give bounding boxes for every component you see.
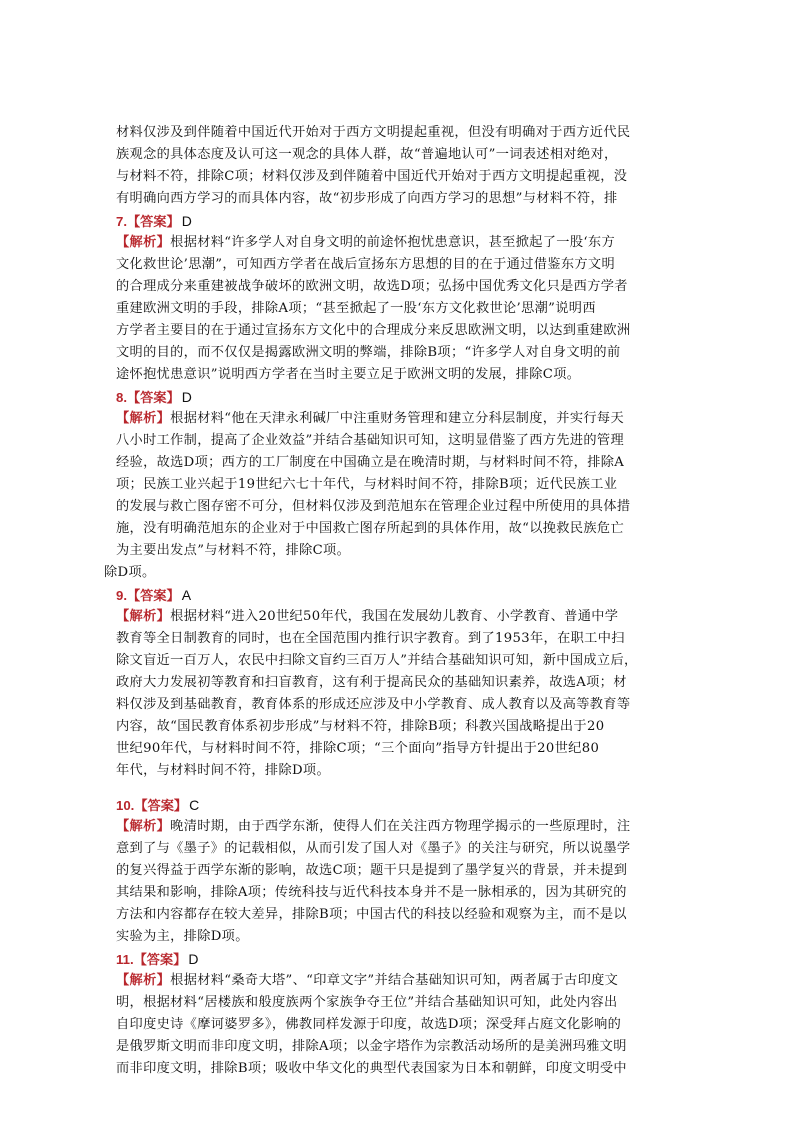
question-number: 10.: [116, 798, 135, 813]
answer-tag: 【答案】: [127, 215, 180, 230]
answer-tag: 【答案】: [133, 953, 187, 968]
text-line: 根据材料“桑奇大塔”、“印章文字”并结合基础知识可知，两者属于古印度文: [170, 973, 619, 988]
trailing-fragment: [104, 562, 672, 584]
text-line: 有明确向西方学习的而具体内容，故“初步形成了向西方学习的思想”与材料不符，排: [116, 191, 618, 206]
text-line: 政府大力发展初等教育和扫盲教育，这有利于提高民众的基础知识素养，故选A项；材: [116, 675, 627, 690]
intro-paragraph: [116, 122, 684, 210]
text-line: 的发展与救亡图存密不可分，但材料仅涉及到范旭东在管理企业过程中所使用的具体措: [116, 499, 631, 514]
answer-value: C: [189, 797, 200, 813]
analysis-line: [116, 816, 684, 838]
text-line: 其结果和影响，排除A项；传统科技与近代科技本身并不是一脉相承的，因为其研究的: [116, 885, 627, 900]
text-line: 年代，与材料时间不符，排除D项。: [116, 763, 330, 778]
text-line: 料仅涉及到基础教育，教育体系的形成还应涉及中小学教育、成人教育以及高等教育等: [116, 697, 631, 712]
text-line: 是俄罗斯文明而非印度文明，排除A项；以金字塔作为宗教活动场所的是美洲玛雅文明: [116, 1039, 627, 1054]
text-line: 八小时工作制，提高了企业效益”并结合基础知识可知，这明显借鉴了西方先进的管理: [116, 433, 624, 448]
question-8: [116, 386, 684, 562]
question-11: [116, 948, 684, 1080]
text-line: 文化救世论’思潮”，可知西方学者在战后宣扬东方思想的目的在于通过借鉴东方文明: [116, 257, 615, 272]
answer-heading: [116, 210, 684, 232]
text-line: 途怀抱忧患意识”说明西方学者在当时主要立足于欧洲文明的发展，排除C项。: [116, 367, 581, 382]
text-line: 根据材料“进入20世纪50年代，我国在发展幼儿教育、小学教育、普通中学: [170, 609, 619, 624]
analysis-tag: 【解析】: [116, 411, 171, 426]
text-line: 与材料不符，排除C项；材料仅涉及到伴随着中国近代开始对于西方文明提起重视，没: [116, 169, 628, 184]
analysis-line: [116, 408, 684, 430]
text-line: 除文盲近一百万人，农民中扫除文盲约三百万人”并结合基础知识可知，新中国成立后，: [116, 653, 638, 668]
answer-value: D: [188, 951, 199, 967]
answer-heading: [116, 584, 684, 606]
question-10: [116, 794, 684, 948]
text-line: 晚清时期，由于西学东渐，使得人们在关注西方物理学揭示的一些原理时，注: [170, 819, 631, 834]
text-line: 根据材料“许多学人对自身文明的前途怀抱忧患意识，甚至掀起了一股‘东方: [170, 235, 615, 250]
text-line: 的合理成分来重建被战争破坏的欧洲文明，故选D项；弘扬中国优秀文化只是西方学者: [116, 279, 628, 294]
answer-tag: 【答案】: [127, 589, 180, 604]
question-number: 9.: [116, 588, 127, 603]
answer-heading: [116, 794, 684, 816]
text-line: 方学者主要目的在于通过宣扬东方文化中的合理成分来反思欧洲文明，以达到重建欧洲: [116, 323, 631, 338]
analysis-line: [116, 606, 684, 628]
text-line: 族观念的具体态度及认可这一观念的具体人群，故“普遍地认可”一词表述相对绝对，: [116, 147, 618, 162]
text-line: 重建欧洲文明的手段，排除A项；“甚至掀起了一股‘东方文化救世论’思潮”说明西: [116, 301, 596, 316]
answer-tag: 【答案】: [127, 391, 180, 406]
text-line: 教育等全日制教育的同时，也在全国范围内推行识字教育。到了1953年，在职工中扫: [116, 631, 625, 646]
analysis-tag: 【解析】: [116, 609, 171, 624]
analysis-tag: 【解析】: [116, 973, 171, 988]
text-line: 材料仅涉及到伴随着中国近代开始对于西方文明提起重视，但没有明确对于西方近代民: [116, 125, 631, 140]
answer-heading: [116, 386, 684, 408]
text-line: 明，根据材料“居楼族和般度族两个家族争夺王位”并结合基础知识可知，此处内容出: [116, 995, 618, 1010]
question-number: 7.: [116, 214, 127, 229]
question-9: [116, 584, 684, 782]
answer-value: A: [181, 587, 192, 603]
text-line: 内容，故“国民教育体系初步形成”与材料不符，排除B项；科教兴国战略提出于20: [116, 719, 605, 734]
text-line: 项；民族工业兴起于19世纪六七十年代，与材料时间不符，排除B项；近代民族工业: [116, 477, 618, 492]
question-number: 11.: [116, 952, 134, 967]
answer-value: D: [181, 389, 192, 405]
text-line: 实验为主，排除D项。: [116, 929, 249, 944]
analysis-line: [116, 970, 684, 992]
text-line: 而非印度文明，排除B项；吸收中华文化的典型代表国家为日本和朝鲜，印度文明受中: [116, 1061, 627, 1076]
text-line: 根据材料“他在天津永利碱厂中注重财务管理和建立分科层制度，并实行每天: [170, 411, 624, 426]
text-line: 世纪90年代，与材料时间不符，排除C项；“三个面向”指导方针提出于20世纪80: [116, 741, 600, 756]
answer-value: D: [181, 213, 192, 229]
text-line: 为主要出发点”与材料不符，排除C项。: [116, 543, 351, 558]
question-7: [116, 210, 684, 386]
answer-heading: [116, 948, 684, 970]
analysis-line: [116, 232, 684, 254]
text-line: 施，没有明确范旭东的企业对于中国救亡图存所起到的具体作用，故“以挽救民族危亡: [116, 521, 624, 536]
text-line: 除D项。: [104, 565, 156, 580]
text-line: 方法和内容都存在较大差异，排除B项；中国古代的科技以经验和观察为主，而不是以: [116, 907, 627, 922]
analysis-tag: 【解析】: [116, 235, 171, 250]
text-line: 经验，故选D项；西方的工厂制度在中国确立是在晚清时期，与材料时间不符，排除A: [116, 455, 625, 470]
text-line: 的复兴得益于西学东渐的影响，故选C项；题干只是提到了墨学复兴的背景，并未提到: [116, 863, 628, 878]
question-number: 8.: [116, 390, 127, 405]
answer-tag: 【答案】: [134, 799, 188, 814]
analysis-tag: 【解析】: [116, 819, 171, 834]
text-line: 意到了与《墨子》的记载相似，从而引发了国人对《墨子》的关注与研究，所以说墨学: [116, 841, 631, 856]
text-line: 文明的目的，而不仅仅是揭露欧洲文明的弊端，排除B项；“许多学人对自身文明的前: [116, 345, 621, 360]
text-line: 自印度史诗《摩诃婆罗多》，佛教同样发源于印度，故选D项；深受拜占庭文化影响的: [116, 1017, 622, 1032]
